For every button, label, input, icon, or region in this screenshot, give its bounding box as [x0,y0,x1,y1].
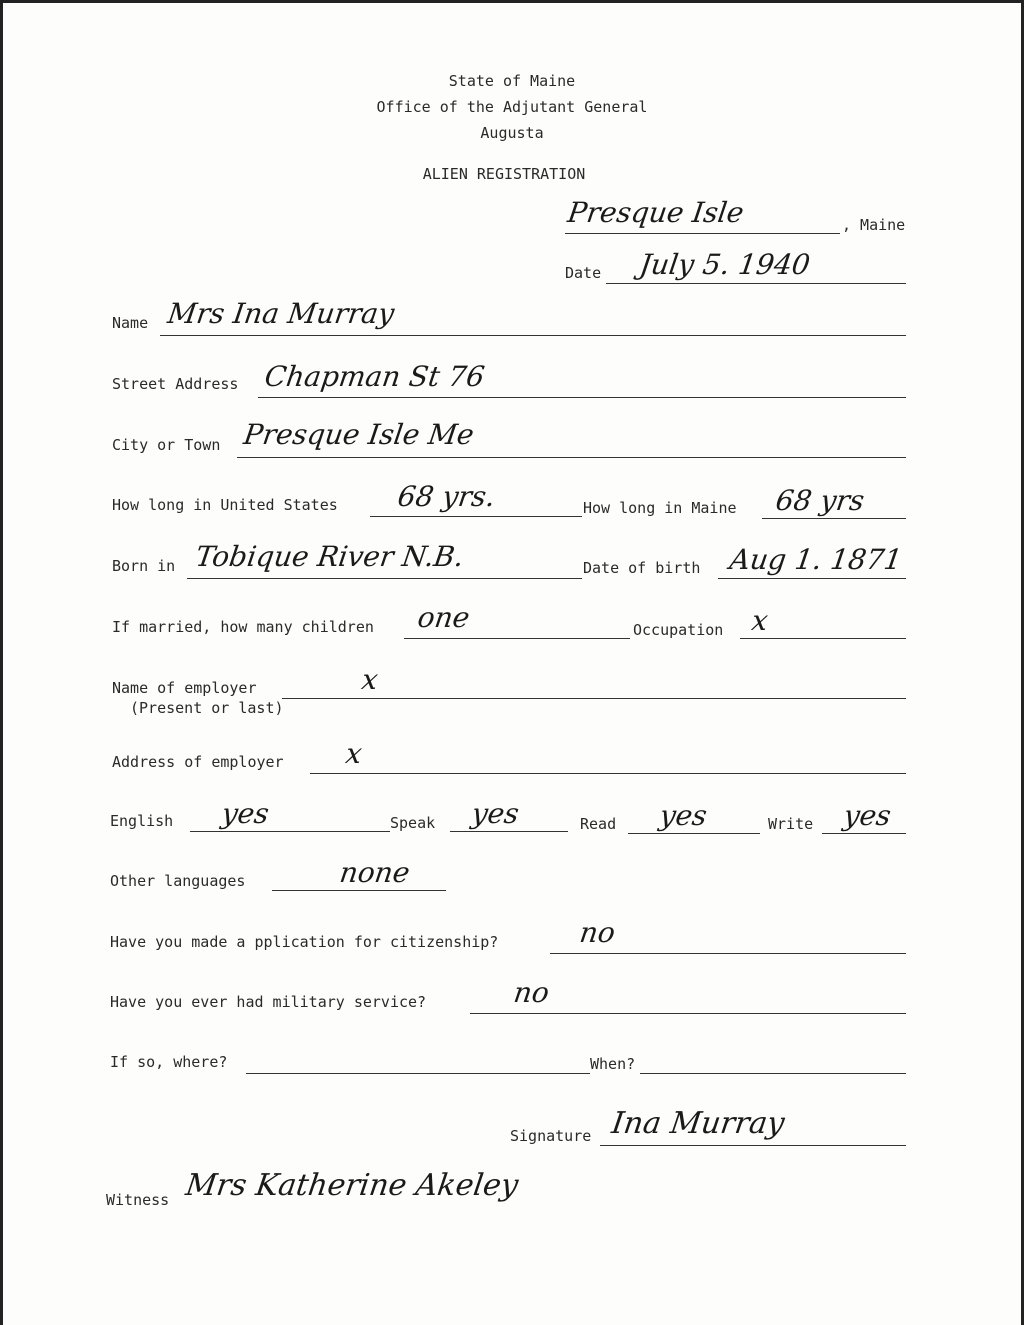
name-label: Name [112,314,149,332]
employer-address-line [310,773,906,774]
children-line [404,638,630,639]
employer-address-label: Address of employer [112,753,284,771]
name-line [160,335,906,336]
other-languages-value: none [337,856,412,889]
town-value: Presque Isle [565,196,746,229]
employer-address-value: x [343,737,365,770]
street-address-value: Chapman St 76 [262,360,487,393]
street-address-label: Street Address [112,375,239,393]
born-in-value: Tobique River N.B. [193,540,466,573]
speak-label: Speak [390,814,436,832]
read-value: yes [657,799,710,832]
read-line [628,833,760,834]
how-long-us-value: 68 yrs. [395,480,498,513]
signature-line [600,1145,906,1146]
military-value: no [511,976,552,1009]
children-value: one [415,601,472,634]
if-so-where-label: If so, where? [110,1053,228,1071]
write-line [822,833,906,834]
other-languages-label: Other languages [110,872,246,890]
signature-value: Ina Murray [609,1106,787,1141]
citizenship-line [550,953,906,954]
how-long-us-line [370,516,582,517]
date-label: Date [565,264,602,282]
how-long-us-label: How long in United States [112,496,338,514]
city-label: City or Town [112,436,221,454]
speak-value: yes [469,797,522,830]
how-long-maine-value: 68 yrs [773,484,867,517]
employer-name-line [282,698,906,699]
military-line [470,1013,906,1014]
employer-note-label: (Present or last) [130,699,284,717]
other-languages-line [272,890,446,891]
city-line [237,457,906,458]
employer-name-value: x [359,663,381,696]
town-line [565,233,840,234]
witness-label: Witness [106,1191,170,1209]
scan-border-top [0,0,1024,3]
when-label: When? [590,1055,636,1073]
scan-border-left [0,0,3,1325]
header-state: State of Maine [448,72,576,90]
english-value: yes [219,797,272,830]
street-address-line [258,397,906,398]
name-value: Mrs Ina Murray [165,297,397,330]
maine-label: , Maine [842,216,906,234]
if-so-where-line [246,1073,590,1074]
dob-value: Aug 1. 1871 [727,543,905,576]
signature-label: Signature [510,1127,592,1145]
military-label: Have you ever had military service? [110,993,427,1011]
header-office: Office of the Adjutant General [376,98,648,116]
dob-label: Date of birth [583,559,701,577]
header-city: Augusta [480,124,544,142]
citizenship-label: Have you made a pplication for citizenship? [110,933,499,951]
how-long-maine-line [762,518,906,519]
occupation-value: x [749,604,771,637]
born-in-label: Born in [112,557,176,575]
how-long-maine-label: How long in Maine [583,499,737,517]
dob-line [718,578,906,579]
form-title: ALIEN REGISTRATION [422,165,586,183]
when-line [640,1073,906,1074]
children-label: If married, how many children [112,618,374,636]
english-label: English [110,812,174,830]
city-value: Presque Isle Me [241,418,477,451]
date-value: July 5. 1940 [637,248,813,281]
employer-name-label: Name of employer [112,679,257,697]
write-value: yes [841,799,894,832]
date-line [606,283,906,284]
speak-line [450,831,568,832]
occupation-label: Occupation [633,621,724,639]
read-label: Read [580,815,617,833]
witness-value: Mrs Katherine Akeley [183,1168,521,1203]
citizenship-value: no [577,916,618,949]
occupation-line [740,638,906,639]
english-line [190,831,390,832]
born-in-line [187,578,582,579]
write-label: Write [768,815,814,833]
